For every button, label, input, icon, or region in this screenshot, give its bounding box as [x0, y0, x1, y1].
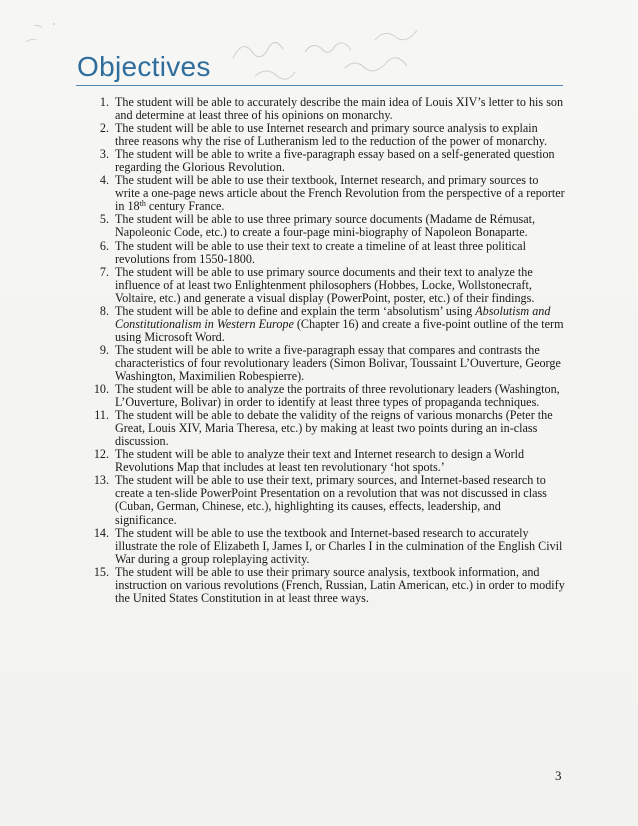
objective-number: 1.: [99, 95, 109, 109]
objective-text: The student will be able to write a five-paragraph essay based on a self-generated question regarding the Glorious Revolution.: [115, 147, 555, 175]
objective-text: The student will be able to use the textbook and Internet-based research to accurately illustrate the role of Elizabeth I, James I, or Charles I in the culmination of the English Civil War during a group roleplaying activity.: [115, 525, 563, 566]
objective-text: The student will be able to analyze their text and Internet research to design a World Revolutions Map that includes at least ten revolutionary ‘hot spots.’: [115, 447, 525, 475]
faint-handwriting: [225, 18, 445, 88]
objective-text: The student will be able to use their primary source analysis, textbook information, and instruction on various revolutions (French, Russian, Latin American, etc.) in order to modify the United States Constitution in at least three ways.: [115, 564, 565, 605]
objective-text: The student will be able to define and explain the term ‘absolutism’ using Absolutism and Constitutionalism in Western Europe (Chapter 16) and create a five-point outline of the term using Microsoft Word.: [115, 303, 564, 344]
objective-item: [83, 266, 565, 305]
objective-item: [83, 344, 565, 383]
objective-item: [83, 240, 565, 266]
objective-item: [83, 213, 565, 239]
objective-number: 5.: [99, 212, 109, 227]
objective-item: [83, 383, 565, 409]
objective-number: 13.: [93, 473, 109, 488]
objective-text: The student will be able to use their text, primary sources, and Internet-based research to create a ten-slide PowerPoint Presentation on a revolution that was not discussed in class (Cuban, German, Chinese, etc.), highlighting its causes, effects, leadership, and significance.: [115, 473, 547, 527]
objective-item: [83, 527, 565, 566]
objective-text: The student will be able to analyze the portraits of three revolutionary leaders (Washington, L’Ouverture, Bolivar) in order to identify at least three types of propaganda techniques.: [115, 382, 560, 410]
objective-item: [83, 174, 565, 213]
page-title: Objectives: [77, 51, 211, 82]
objective-number: 2.: [99, 121, 109, 136]
objective-item: [83, 305, 565, 344]
objective-number: 3.: [99, 147, 109, 162]
objective-text: The student will be able to debate the validity of the reigns of various monarchs (Peter the Great, Louis XIV, Maria Theresa, etc.) by making at least two points during an in-class discussion.: [115, 408, 553, 449]
objective-text: The student will be able to use Internet research and primary source analysis to explain three reasons why the rise of Lutheranism led to the reduction of the power of monarchy.: [115, 121, 548, 149]
objective-text: The student will be able to write a five-paragraph essay that compares and contrasts the characteristics of four revolutionary leaders (Simon Bolivar, Toussaint L’Ouverture, George Washington, Maximilien Robespierre).: [115, 342, 561, 383]
objective-text: The student will be able to use primary source documents and their text to analyze the influence of at least two Enlightenment philosophers (Hobbes, Locke, Wollstonecraft, Voltaire, etc.) and generate a visual display (PowerPoint, poster, etc.) of their findings.: [115, 264, 535, 305]
objective-item: [83, 474, 565, 526]
objective-number: 11.: [94, 408, 109, 423]
objective-text: The student will be able to use three primary source documents (Madame de Rémusat, Napoleonic Code, etc.) to create a four-page mini-biography of Napoleon Bonaparte.: [115, 212, 536, 240]
title-underline: [76, 85, 563, 86]
objectives-list: [83, 96, 565, 605]
page-number: 3: [555, 768, 562, 783]
objective-item: [83, 122, 565, 148]
objective-text: The student will be able to accurately describe the main idea of Louis XIV’s letter to his son and determine at least three of his opinions on monarchy.: [115, 95, 564, 123]
objective-number: 14.: [93, 525, 109, 540]
objective-number: 10.: [93, 382, 109, 397]
objective-number: 9.: [99, 342, 109, 357]
objective-item: [83, 448, 565, 474]
objective-text: The student will be able to use their textbook, Internet research, and primary sources to write a one-page news article about the French Revolution from the perspective of a reporter in 18th century France.: [115, 173, 565, 214]
objective-item: [83, 96, 565, 122]
objective-number: 8.: [99, 303, 109, 318]
objective-item: [83, 409, 565, 448]
objective-text: The student will be able to use their text to create a timeline of at least three political revolutions from 1550-1800.: [115, 238, 526, 266]
objective-number: 15.: [93, 564, 109, 579]
objective-number: 7.: [99, 264, 109, 279]
objective-item: [83, 566, 565, 605]
objective-number: 12.: [93, 447, 109, 462]
objective-number: 6.: [99, 238, 109, 253]
objective-item: [83, 148, 565, 174]
objective-number: 4.: [99, 173, 109, 188]
pencil-marks: [20, 12, 60, 52]
